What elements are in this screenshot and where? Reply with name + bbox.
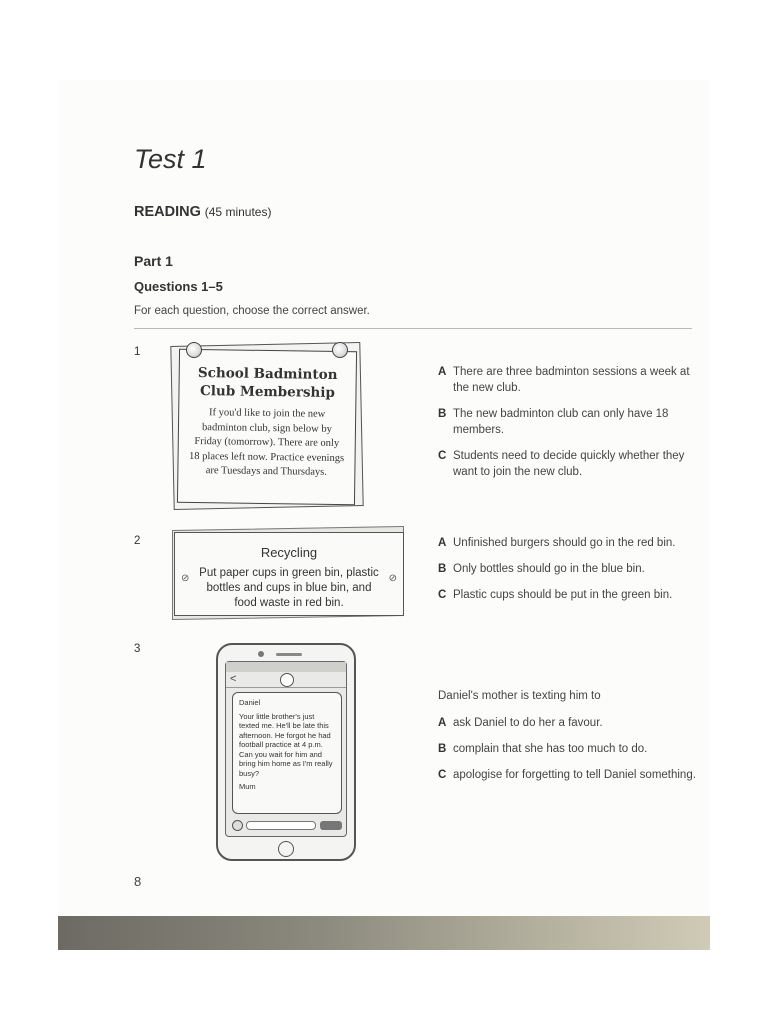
instruction-text: For each question, choose the correct answer. — [134, 305, 370, 317]
option-a: A Unfinished burgers should go in the red bin. — [438, 537, 676, 549]
send-icon — [320, 821, 342, 830]
questions-heading: Questions 1–5 — [134, 279, 223, 294]
question-number-1: 1 — [134, 346, 141, 358]
option-c: C apologise for forgetting to tell Daniel something. — [438, 769, 696, 781]
option-a: A There are three badminton sessions a week at the new club. — [438, 366, 690, 394]
notice-title — [179, 364, 355, 402]
home-button-icon — [278, 841, 294, 857]
screw-icon: ⊘ — [181, 573, 190, 584]
phone-illustration — [216, 643, 356, 861]
sign-body: Put paper cups in green bin, plastic bottles and cups in blue bin, and food waste in red bin. — [199, 567, 379, 609]
camera-icon — [258, 651, 264, 657]
option-b: B complain that she has too much to do. — [438, 743, 648, 755]
page-bottom-bar — [58, 916, 710, 950]
recycling-sign — [172, 528, 406, 620]
message-signature: Mum — [239, 782, 256, 791]
notice-title-line-2: Club Membership — [199, 383, 335, 401]
emoji-icon — [232, 820, 243, 831]
option-c: C Students need to decide quickly whether they want to join the new club. — [438, 450, 685, 478]
notice-title-line-1: School Badminton — [197, 365, 338, 383]
message-recipient: Daniel — [239, 698, 261, 707]
question-3-options — [438, 688, 698, 793]
question-1-options — [438, 364, 698, 490]
message-bubble — [232, 692, 342, 814]
question-number-2: 2 — [134, 535, 141, 547]
back-arrow-icon: < — [230, 673, 237, 685]
compose-bar — [232, 820, 342, 832]
option-c: C Plastic cups should be put in the green bin. — [438, 589, 673, 601]
screw-icon: ⊘ — [388, 573, 397, 584]
test-title: Test 1 — [134, 144, 207, 174]
notice-sheet — [177, 349, 357, 505]
status-bar — [226, 662, 346, 672]
option-a: A ask Daniel to do her a favour. — [438, 717, 603, 729]
page-number: 8 — [134, 874, 142, 889]
question-number-3: 3 — [134, 643, 141, 655]
part-heading: Part 1 — [134, 253, 173, 269]
section-heading — [134, 203, 271, 220]
question-2-options — [438, 535, 698, 613]
option-b: B The new badminton club can only have 18 members. — [438, 408, 669, 436]
section-name: READING — [134, 204, 201, 220]
avatar — [280, 673, 294, 687]
question-stem: Daniel's mother is texting him to — [438, 690, 601, 702]
speaker-icon — [276, 653, 302, 656]
sign-face — [174, 532, 404, 616]
section-duration: (45 minutes) — [204, 205, 272, 219]
message-body: Your little brother's just texted me. He'll be late this afternoon. He forgot he had football practice at 4 p.m. Can you wait for him and bring him home as I'm really busy? — [239, 711, 333, 778]
pin-icon — [186, 342, 202, 358]
phone-screen — [225, 661, 347, 837]
badminton-notice — [172, 344, 364, 512]
pin-icon — [332, 342, 348, 358]
notice-body: If you'd like to join the new badminton club, sign below by Friday (tomorrow). There are only 18 places left now. Practice evenings are Tuesdays and Thursdays. — [188, 407, 345, 478]
sign-title: Recycling — [260, 545, 318, 560]
compose-field — [246, 821, 316, 830]
chat-header — [226, 672, 346, 688]
option-b: B Only bottles should go in the blue bin. — [438, 563, 645, 575]
divider — [134, 328, 692, 329]
